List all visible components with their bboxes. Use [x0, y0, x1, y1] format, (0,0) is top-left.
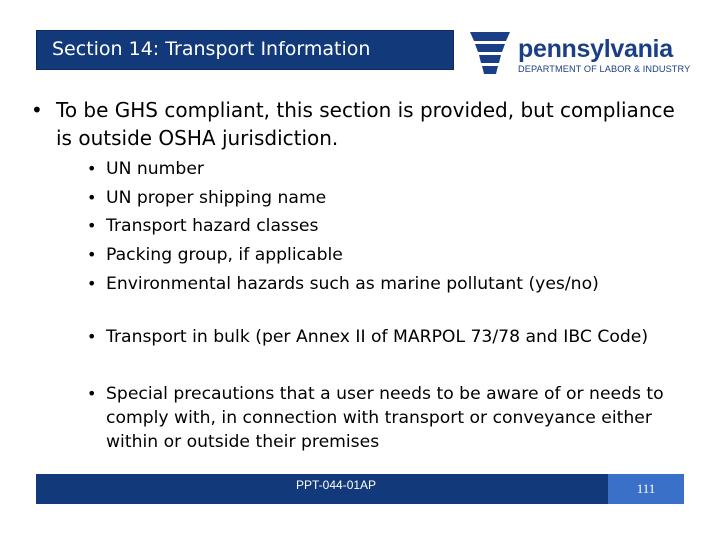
bullet-icon: •	[31, 98, 43, 122]
sub-bullet	[87, 157, 687, 181]
main-bullet-text: To be GHS compliant, this section is provided, but compliance is outside OSHA jurisdiction.	[56, 98, 675, 150]
footer-code: PPT-044-01AP	[296, 478, 377, 492]
page-number: 111	[636, 481, 656, 496]
bullet-icon: •	[87, 188, 97, 207]
sub-bullet	[87, 325, 662, 349]
sub-bullet-text: Special precautions that a user needs to be aware of or needs to comply with, in connection with transport or conveyance either within or outside their premises	[106, 384, 664, 452]
sub-bullet	[87, 186, 687, 210]
sub-bullet	[87, 214, 687, 238]
slide-title: Section 14: Transport Information	[52, 38, 371, 60]
logo-brand-text: pennsylvania	[518, 35, 673, 63]
sub-bullet-text: Transport in bulk (per Annex II of MARPOL 73/78 and IBC Code)	[106, 327, 649, 347]
bullet-icon: •	[87, 274, 97, 293]
sub-bullet-text: UN number	[106, 159, 204, 179]
logo-department-text: DEPARTMENT OF LABOR & INDUSTRY	[518, 64, 691, 74]
bullet-icon: •	[87, 384, 97, 403]
bullet-icon: •	[87, 245, 97, 264]
sub-bullet	[87, 243, 687, 267]
main-bullet	[31, 96, 681, 152]
bullet-icon: •	[87, 159, 97, 178]
sub-bullet	[87, 382, 687, 454]
sub-bullet-text: Packing group, if applicable	[106, 245, 343, 265]
sub-bullet-text: UN proper shipping name	[106, 188, 327, 208]
sub-bullet-text: Transport hazard classes	[106, 216, 319, 236]
sub-bullet-text: Environmental hazards such as marine pollutant (yes/no)	[106, 274, 599, 294]
bullet-icon: •	[87, 327, 97, 346]
bullet-icon: •	[87, 216, 97, 235]
sub-bullet	[87, 272, 607, 296]
